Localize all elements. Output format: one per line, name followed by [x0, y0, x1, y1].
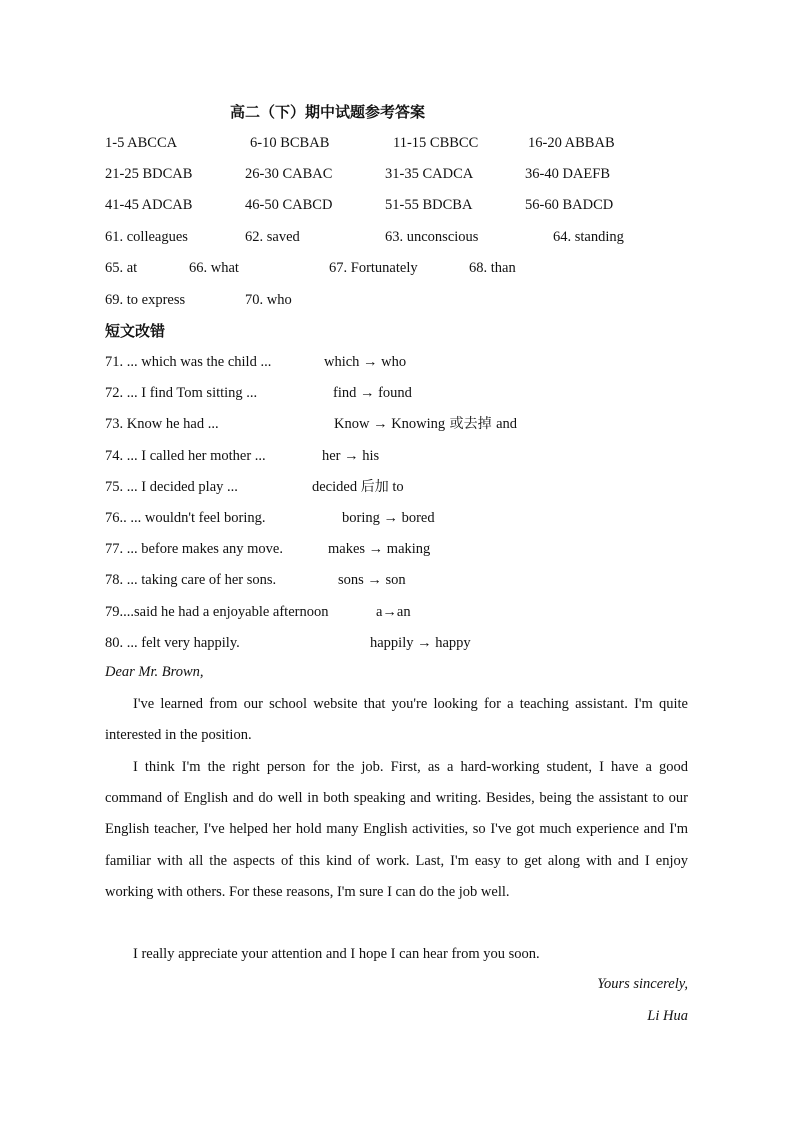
answer-cell: 62. saved: [245, 229, 300, 245]
answer-cell: 69. to express: [105, 292, 186, 308]
correction-question: 73. Know he had ...: [105, 416, 219, 432]
page-title: 高二（下）期中试题参考答案: [230, 103, 426, 121]
answer-cell: 26-30 CABAC: [245, 166, 333, 182]
answer-cell: 61. colleagues: [105, 229, 188, 245]
correction-question: 71. ... which was the child ...: [105, 354, 272, 370]
answer-cell: 56-60 BADCD: [525, 197, 614, 213]
answer-cell: 11-15 CBBCC: [393, 135, 479, 151]
section-title: 短文改错: [105, 322, 166, 340]
correction-fix: sons → son: [338, 572, 406, 588]
answer-cell: 51-55 BDCBA: [385, 197, 473, 213]
letter-paragraph: I've learned from our school website that you're looking for a teaching assistant. I'm quite interested in the position.: [105, 696, 688, 744]
correction-fix: happily → happy: [370, 635, 471, 651]
correction-fix: her → his: [322, 448, 380, 464]
correction-fix: which → who: [324, 354, 407, 370]
correction-question: 74. ... I called her mother ...: [105, 448, 266, 464]
correction-fix: makes → making: [328, 541, 431, 557]
letter-signature: Li Hua: [647, 1008, 688, 1024]
correction-fix: find → found: [333, 385, 412, 401]
answer-cell: 67. Fortunately: [329, 260, 418, 276]
letter-paragraph: I really appreciate your attention and I hope I can hear from you soon.: [133, 946, 540, 962]
letter-closing: Yours sincerely,: [597, 976, 688, 992]
answer-cell: 36-40 DAEFB: [525, 166, 610, 182]
letter-greeting: Dear Mr. Brown,: [105, 664, 204, 680]
correction-question: 79....said he had a enjoyable afternoon: [105, 604, 329, 620]
correction-fix: [312, 477, 404, 497]
correction-fix: [334, 414, 517, 434]
answer-cell: 41-45 ADCAB: [105, 197, 193, 213]
answer-cell: 46-50 CABCD: [245, 197, 333, 213]
answer-cell: 31-35 CADCA: [385, 166, 474, 182]
answer-cell: 66. what: [189, 260, 239, 276]
correction-question: 75. ... I decided play ...: [105, 479, 238, 495]
correction-fix-text: decided: [312, 479, 361, 495]
correction-fix: boring → bored: [342, 510, 435, 526]
correction-fix-tail: to: [388, 479, 404, 495]
correction-fix-text: Know → Knowing: [334, 416, 446, 432]
answer-cell: 68. than: [469, 260, 516, 276]
correction-note: 后加: [360, 479, 389, 495]
correction-question: 78. ... taking care of her sons.: [105, 572, 277, 588]
correction-question: 72. ... I find Tom sitting ...: [105, 385, 258, 401]
answer-cell: 1-5 ABCCA: [105, 135, 178, 151]
correction-question: 76.. ... wouldn't feel boring.: [105, 510, 266, 526]
answer-cell: 16-20 ABBAB: [528, 135, 615, 151]
answer-cell: 6-10 BCBAB: [250, 135, 330, 151]
correction-question: 77. ... before makes any move.: [105, 541, 283, 557]
answer-cell: 63. unconscious: [385, 229, 479, 245]
answer-cell: 65. at: [105, 260, 138, 276]
answer-cell: 64. standing: [553, 229, 624, 245]
correction-fix-tail: and: [496, 416, 518, 432]
correction-question: 80. ... felt very happily.: [105, 635, 240, 651]
correction-fix: a→an: [376, 604, 411, 620]
correction-note: 或去掉: [445, 416, 497, 432]
letter-paragraph: I think I'm the right person for the job. First, as a hard-working student, I have a good command of English and do well in both speaking and writing. Besides, being the assistant to our English teacher, I've helped her hold many English activities, so I've got much experience and I'm familiar with all the aspects of this kind of work. Last, I'm easy to get along with and I enjoy working with others. For these reasons, I'm sure I can do the job well.: [105, 759, 688, 900]
answer-cell: 21-25 BDCAB: [105, 166, 193, 182]
answer-cell: 70. who: [245, 292, 292, 308]
